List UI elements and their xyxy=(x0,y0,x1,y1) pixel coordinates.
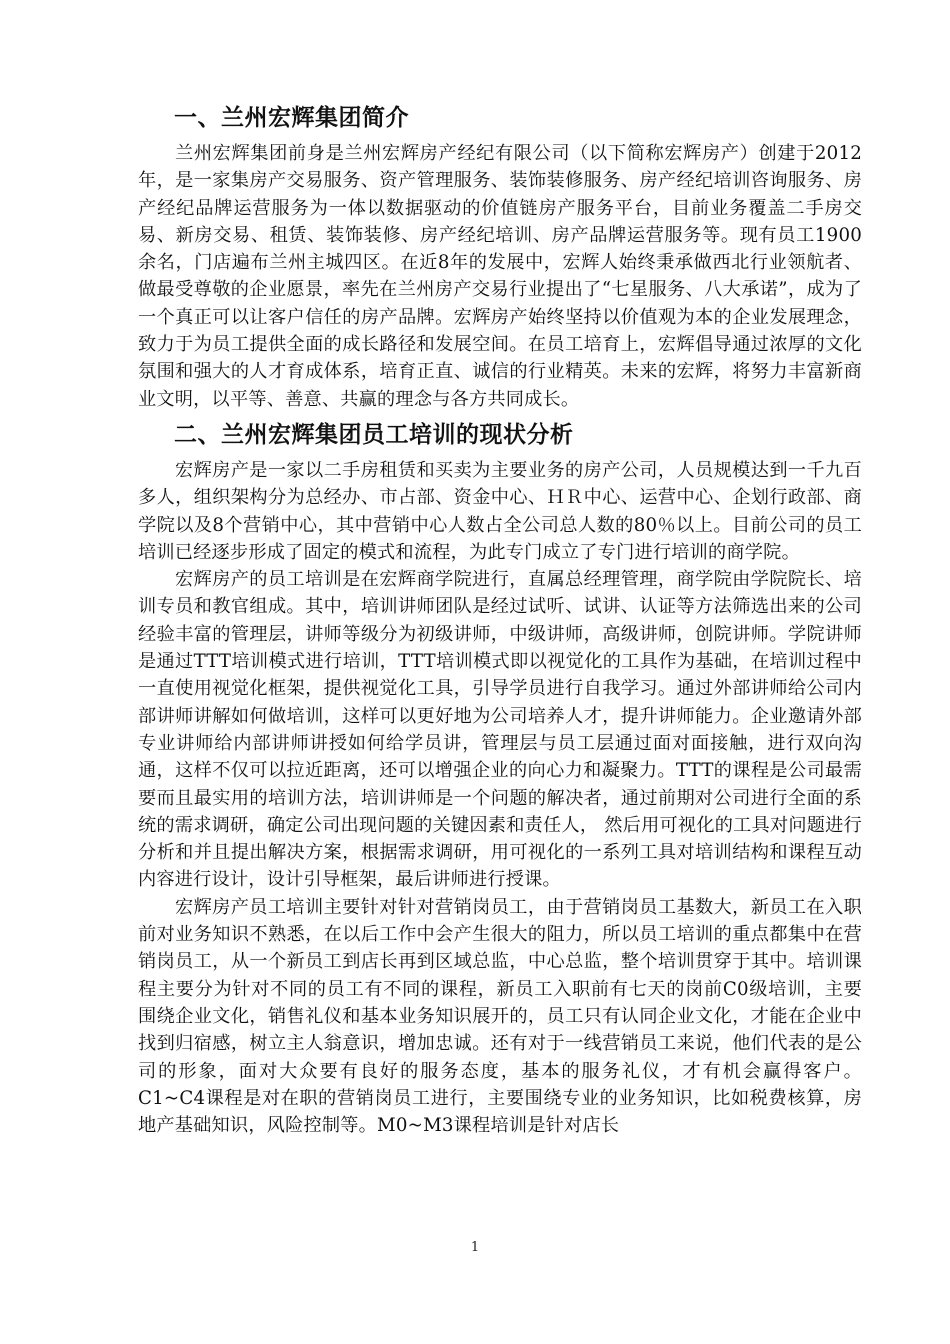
training-paragraph-3: 宏辉房产员工培训主要针对针对营销岗员工，由于营销岗员工基数大，新员工在入职前对业务知识不熟悉，在以后工作中会产生很大的阻力，所以员工培训的重点都集中在营销岗员工，从一个新员工到店长再到区域总监，中心总监，整个培训贯穿于其中。培训课程主要分为针对不同的员工有不同的课程，新员工入职前有七天的岗前C0级培训，主要围绕企业文化，销售礼仪和基本业务知识展开的，员工只有认同企业文化，才能在企业中找到归宿感，树立主人翁意识，增加忠诚。还有对于一线营销员工来说，他们代表的是公司的形象，面对大众要有良好的服务态度，基本的服务礼仪，才有机会赢得客户。C1~C4课程是对在职的营销岗员工进行，主要围绕专业的业务知识，比如税费核算，房地产基础知识，风险控制等。M0~M3课程培训是针对店长 xyxy=(138,896,862,1137)
intro-paragraph-1: 兰州宏辉集团前身是兰州宏辉房产经纪有限公司（以下简称宏辉房产）创建于2012年，是一家集房产交易服务、资产管理服务、装饰装修服务、房产经纪培训咨询服务、房产经纪品牌运营服务为一体以数据驱动的价值链房产服务平台，目前业务覆盖二手房交易、新房交易、租赁、装饰装修、房产经纪培训、房产品牌运营服务等。现有员工1900余名，门店遍布兰州主城四区。在近8年的发展中，宏辉人始终秉承做西北行业领航者、做最受尊敬的企业愿景，率先在兰州房产交易行业提出了“七星服务、八大承诺”，成为了一个真正可以让客户信任的房产品牌。宏辉房产始终坚持以价值观为本的企业发展理念，致力于为员工提供全面的成长路径和发展空间。在员工培育上，宏辉倡导通过浓厚的文化氛围和强大的人才育成体系，培育正直、诚信的行业精英。未来的宏辉，将努力丰富新商业文明，以平等、善意、共赢的理念与各方共同成长。 xyxy=(138,143,862,410)
document-page xyxy=(138,98,862,1139)
training-paragraph-2: 宏辉房产的员工培训是在宏辉商学院进行，直属总经理管理，商学院由学院院长、培训专员和教官组成。其中，培训讲师团队是经过试听、试讲、认证等方法筛选出来的公司经验丰富的管理层，讲师等级分为初级讲师，中级讲师，高级讲师，创院讲师。学院讲师是通过TTT培训模式进行培训，TTT培训模式即以视觉化的工具作为基础，在培训过程中一直使用视觉化框架，提供视觉化工具，引导学员进行自我学习。通过外部讲师给公司内部讲师讲解如何做培训，这样可以更好地为公司培养人才，提升讲师能力。企业邀请外部专业讲师给内部讲师讲授如何给学员讲，管理层与员工层通过面对面接触，进行双向沟通，这样不仅可以拉近距离，还可以增强企业的向心力和凝聚力。TTT的课程是公司最需要而且最实用的培训方法，培训讲师是一个问题的解决者，通过前期对公司进行全面的系统的需求调研，确定公司出现问题的关键因素和责任人， 然后用可视化的工具对问题进行分析和并且提出解决方案，根据需求调研，用可视化的一系列工具对培训结构和课程互动内容进行设计，设计引导框架，最后讲师进行授课。 xyxy=(138,569,862,891)
page-number: 1 xyxy=(470,1240,480,1255)
training-paragraph-1: 宏辉房产是一家以二手房租赁和买卖为主要业务的房产公司，人员规模达到一千九百多人，组织架构分为总经办、市占部、资金中心、ＨＲ中心、运营中心、企划行政部、商学院以及8个营销中心，其中营销中心人数占全公司总人数的80％以上。目前公司的员工培训已经逐步形成了固定的模式和流程，为此专门成立了专门进行培训的商学院。 xyxy=(138,459,862,563)
section-heading-training-status: 二、兰州宏辉集团员工培训的现状分析 xyxy=(174,421,574,448)
section-heading-intro: 一、兰州宏辉集团简介 xyxy=(174,105,409,131)
